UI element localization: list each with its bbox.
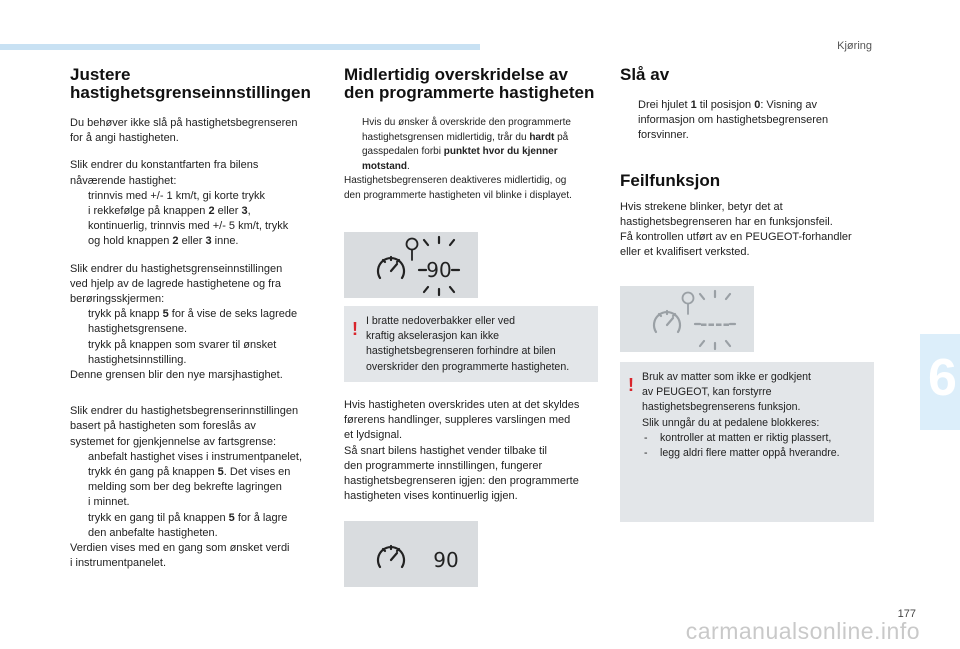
heading-adjust: Justere hastighetsgrenseinnstillingen [70, 65, 311, 102]
warning-exclamation-icon: ! [628, 375, 634, 395]
heading-switch-off: Slå av [620, 65, 670, 84]
bullet-item: trykk en gang til på knappen 5 for å lagre den anbefalte hastigheten. [88, 511, 288, 539]
section-label: Kjøring [837, 40, 872, 52]
paragraph-intro: Du behøver ikke slå på hastighetsbegrenseren for å angi hastigheten. [70, 117, 298, 145]
speedometer-fault-icon [620, 286, 754, 352]
dash-item: - kontroller at matten er riktig plassert, [644, 431, 832, 444]
paragraph-override: Hvis du ønsker å overskride den programmerte hastighetsgrensen midlertidig, trår du hardt på gasspedalen forbi punktet hvor du kjenner motstand. Hastighetsbegrenseren deaktiveres midlertidig, og den programmerte hastigheten vil blinke i displayet. [344, 116, 606, 203]
dash-item: - legg aldri flere matter oppå hverandre. [644, 447, 840, 460]
bullet-item: trykk på knapp 5 for å vise de seks lagrede hastighetsgrensene. [88, 308, 298, 336]
heading-override: Midlertidig overskridelse av den programmerte hastigheten [344, 65, 595, 102]
page-number: 177 [897, 608, 916, 620]
warning-box-downhill: ! I bratte nedoverbakker eller ved kraftig akselerasjon kan ikke hastighetsbegrenseren forhindre at bilen overskrider den programmerte hastigheten. [344, 306, 598, 382]
bullet-item: anbefalt hastighet vises i instrumentpanelet, [88, 450, 303, 463]
bullet-item: kontinuerlig, trinnvis med +/- 5 km/t, trykk og hold knappen 2 eller 3 inne. [88, 220, 289, 248]
display-blinking-speed [344, 232, 478, 298]
bullet-item: trinnvis med +/- 1 km/t, gi korte trykk i rekkefølge på knappen 2 eller 3, [88, 189, 265, 218]
bullet-item: Drei hjulet 1 til posisjon 0: Visning av informasjon om hastighetsbegrenseren forsvinner. [638, 99, 829, 142]
display-speed-text: 90 [426, 258, 452, 282]
chapter-tab [920, 334, 960, 430]
display-speed-text: 90 [433, 548, 459, 572]
bullet-item: Hvis du ønsker å overskride den programmerte hastighetsgrensen midlertidig, trår du hardt på gasspedalen forbi punktet hvor du kjenner motstand. [362, 117, 571, 172]
column-temporary-override [344, 66, 606, 203]
display-dashes-text: ---- [700, 314, 730, 335]
speedometer-icon [344, 521, 478, 587]
heading-malfunction: Feilfunksjon [620, 170, 721, 190]
bullet-item: trykk på knappen som svarer til ønsket hastighetsinnstilling. [88, 338, 277, 366]
display-fault-dashes [620, 286, 754, 352]
display-steady-speed [344, 521, 478, 587]
paragraph-malfunction: Hvis strekene blinker, betyr det at hastighetsbegrenseren har en funksjonsfeil. Få kontrollen utført av en PEUGEOT-forhandler eller et kvalifisert verksted. [620, 200, 852, 259]
top-accent-bar [0, 44, 480, 50]
warning-exclamation-icon: ! [352, 319, 358, 339]
chapter-number: 6 [928, 349, 957, 407]
paragraph-speed-recognition: Slik endrer du hastighetsbegrenserinnstillingen basert på hastigheten som foreslås av systemet for gjenkjennelse av fartsgrense: anbefalt hastighet vises i instrumentpanelet, trykk én gang på knappen 5. Det vises en melding som ber deg bekrefte lagringen i minnet. trykk en gang til på knappen 5 for å lagre den anbefalte hastigheten. Verdien vises med en gang som ønsket verdi i instrumentpanelet. [70, 404, 332, 571]
speedometer-limit-icon [344, 232, 478, 298]
paragraph-cruise-change: Slik endrer du konstantfarten fra bilens nåværende hastighet: trinnvis med +/- 1 km/t, gi korte trykk i rekkefølge på knappen 2 eller 3, kontinuerlig, trinnvis med +/- 5 km/t, trykk og hold knappen 2 eller 3 inne. [70, 158, 332, 249]
paragraph-overspeed: Hvis hastigheten overskrides uten at det skyldes førerens handlinger, suppleres varslingen med et lydsignal. Så snart bilens hastighet vender tilbake til den programmerte innstillingen, fungerer hastighetsbegrenseren igjen: den programmerte hastigheten vises kontinuerlig igjen. [344, 399, 580, 503]
bullet-item: trykk én gang på knappen 5. Det vises en melding som ber deg bekrefte lagringen i minnet. [88, 466, 291, 509]
column-adjust-setting [70, 66, 332, 571]
paragraph-touchscreen: Slik endrer du hastighetsgrenseinnstillingen ved hjelp av de lagrede hastighetene og fra berøringsskjermen: trykk på knapp 5 for å vise de seks lagrede hastighetsgrensene. trykk på knappen som svarer til ønsket hastighetsinnstilling. Denne grensen blir den nye marsjhastighet. [70, 262, 332, 384]
watermark: carmanualsonline.info [685, 618, 920, 644]
column-switch-off [620, 66, 880, 260]
warning-box-floor-mats: ! Bruk av matter som ikke er godkjent av PEUGEOT, kan forstyrre hastighetsbegrenserens funksjon. Slik unngår du at pedalene blokkeres: - kontroller at matten er riktig plassert, - legg aldri flere matter oppå hverandre. [620, 362, 874, 522]
paragraph-switch-off [620, 98, 880, 144]
